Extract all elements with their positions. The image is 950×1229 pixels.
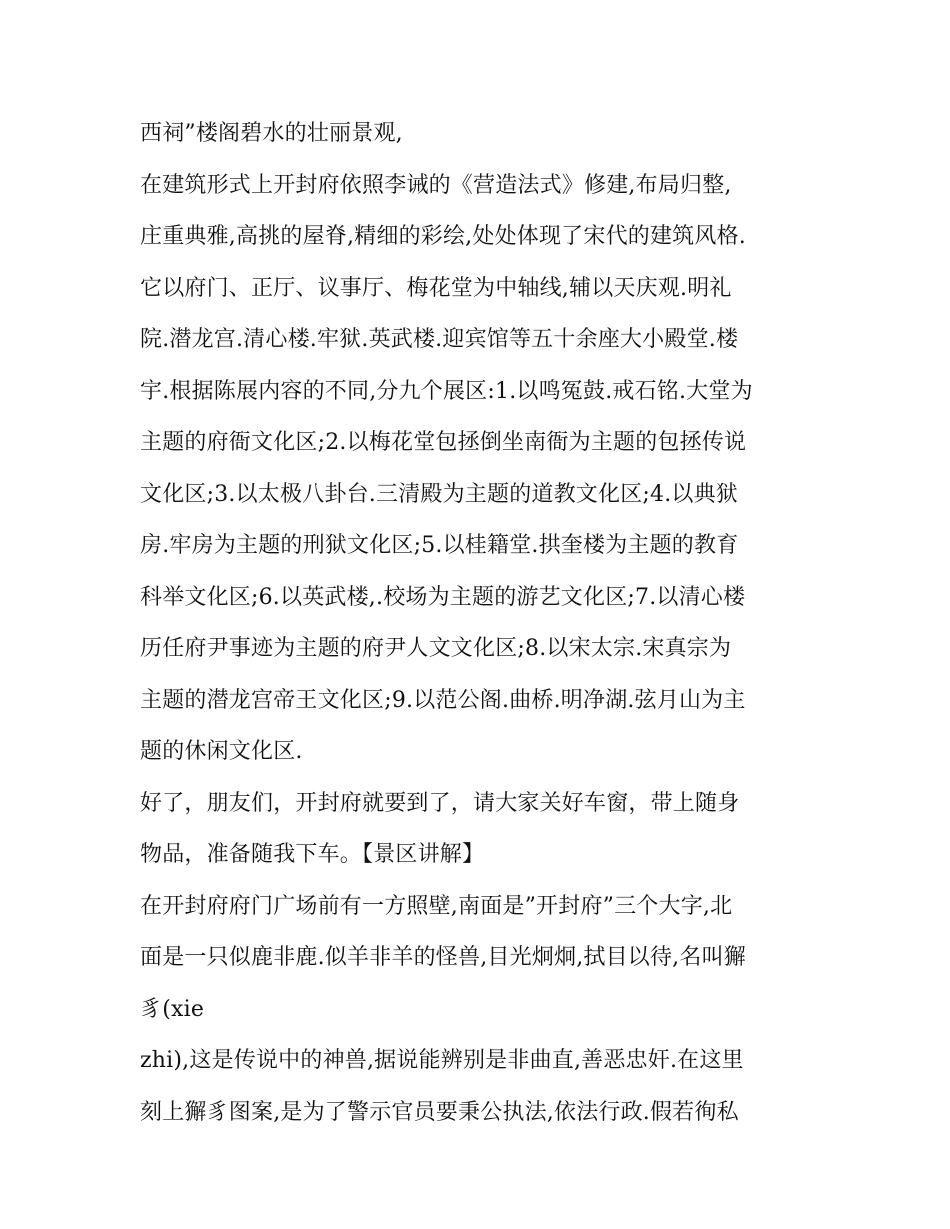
text-line: 物品，准备随我下车。【景区讲解】 xyxy=(140,842,485,867)
text-line: 在建筑形式上开封府依照李诫的《营造法式》修建,布局归整, xyxy=(140,172,732,198)
text-line: 题的休闲文化区. xyxy=(140,739,303,764)
text-line: 面是一只似鹿非鹿.似羊非羊的怪兽,目光炯炯,拭目以待,名叫獬 xyxy=(140,945,746,970)
text-line: 西祠”楼阁碧水的壮丽景观, xyxy=(140,121,403,146)
text-line: 庄重典雅,高挑的屋脊,精细的彩绘,处处体现了宋代的建筑风格. xyxy=(140,224,746,249)
text-line: 它以府门、正厅、议事厅、梅花堂为中轴线,辅以天庆观.明礼 xyxy=(140,275,732,301)
body-text xyxy=(140,108,820,1138)
text-line: 豸(xie xyxy=(140,996,205,1022)
text-line: 科举文化区;6.以英武楼,.校场为主题的游艺文化区;7.以清心楼 xyxy=(140,584,746,610)
text-line: 文化区;3.以太极八卦台.三清殿为主题的道教文化区;4.以典狱 xyxy=(140,481,738,507)
text-line: 好了，朋友们，开封府就要到了，请大家关好车窗，带上随身 xyxy=(140,790,740,816)
text-line: 主题的府衙文化区;2.以梅花堂包拯倒坐南衙为主题的包拯传说 xyxy=(140,430,747,455)
text-line: 房.牢房为主题的刑狱文化区;5.以桂籍堂.拱奎楼为主题的教育 xyxy=(140,533,739,558)
text-line: 刻上獬豸图案,是为了警示官员要秉公执法,依法行政.假若徇私 xyxy=(140,1099,739,1125)
text-line: zhi),这是传说中的神兽,据说能辨别是非曲直,善恶忠奸.在这里 xyxy=(140,1048,744,1073)
text-line: 院.潜龙宫.清心楼.牢狱.英武楼.迎宾馆等五十余座大小殿堂.楼 xyxy=(140,327,739,352)
text-line: 在开封府府门广场前有一方照壁,南面是”开封府”三个大字,北 xyxy=(140,893,733,919)
text-line: 宇.根据陈展内容的不同,分九个展区:1.以鸣冤鼓.戒石铭.大堂为 xyxy=(140,378,753,404)
text-line: 主题的潜龙宫帝王文化区;9.以范公阁.曲桥.明净湖.弦月山为主 xyxy=(140,687,746,713)
text-line: 历任府尹事迹为主题的府尹人文文化区;8.以宋太宗.宋真宗为 xyxy=(140,636,732,661)
